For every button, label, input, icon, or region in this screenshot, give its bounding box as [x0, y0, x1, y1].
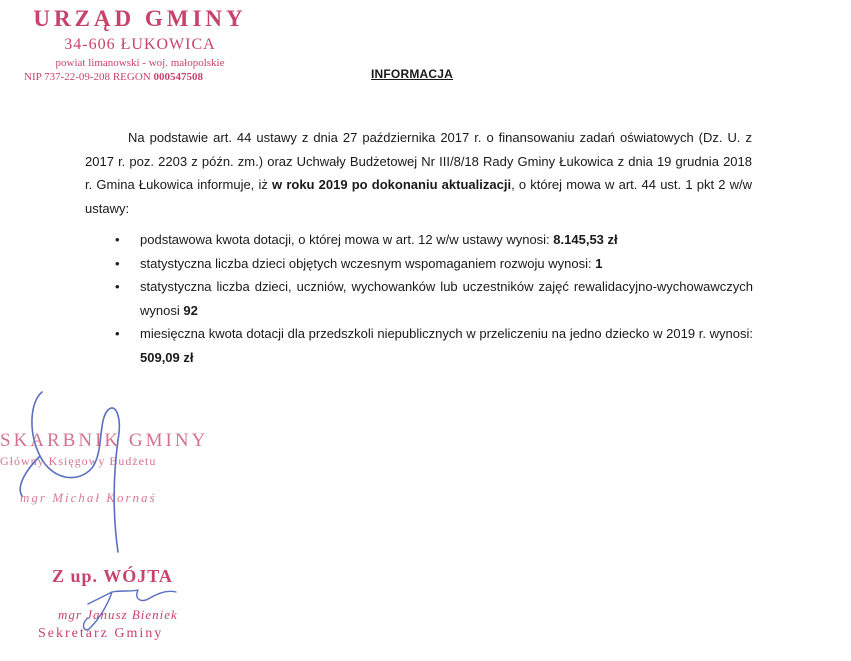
bullet-icon: •	[115, 279, 120, 294]
document-title: INFORMACJA	[371, 67, 453, 81]
district-line: powiat limanowski - woj. małopolskie	[55, 57, 225, 69]
list-item	[113, 228, 753, 252]
registry-numbers	[20, 70, 260, 84]
list-item	[113, 252, 753, 276]
bullet-icon: •	[115, 255, 120, 271]
intro-paragraph	[85, 126, 752, 220]
letterhead-stamp	[20, 6, 260, 84]
treasurer-signature	[20, 392, 119, 552]
list-item	[113, 275, 753, 322]
list-item-value: 1	[595, 255, 603, 271]
list-item-text: statystyczna liczba dzieci, uczniów, wychowanków lub uczestników zajęć rewalidacyjno-wychowawczych wynosi	[140, 279, 753, 318]
info-list	[113, 228, 753, 369]
office-name: URZĄD GMINY	[33, 6, 247, 31]
list-item-text: podstawowa kwota dotacji, o której mowa w art. 12 w/w ustawy wynosi:	[140, 232, 554, 247]
mayor-signatory-name: mgr Janusz Bieniek	[58, 607, 178, 622]
list-item-value: 8.145,53 zł	[553, 232, 618, 247]
list-item-value: 509,09 zł	[140, 349, 194, 365]
treasurer-subtitle: Główny Księgowy Budżetu	[0, 454, 157, 468]
list-item-value: 92	[183, 302, 198, 318]
intro-text-start: Na podstawie art. 44 ustawy z dnia 27 października 2017 r. o finansowaniu zadań oświatowych (Dz. U. z 2017 r. poz. 2203 z późn. zm.) oraz Uchwały Budżetowej Nr III/8/18 Rady Gminy Łukowica z dnia 19 grudnia 2018 r. Gmina Łukowica informuje, iż	[85, 130, 752, 192]
treasurer-name: mgr Michał Kornaś	[20, 490, 157, 505]
regon-number: 000547508	[153, 71, 203, 83]
treasurer-title: SKARBNIK GMINY	[0, 430, 209, 451]
list-item-text: miesięczna kwota dotacji dla przedszkoli niepublicznych w przeliczeniu na jedno dziecko w 2019 r. wynosi:	[140, 326, 753, 341]
intro-text-bold: w roku 2019 po dokonaniu aktualizacji	[272, 177, 512, 192]
mayor-title: Z up. WÓJTA	[52, 566, 173, 586]
treasurer-stamp	[0, 430, 208, 469]
list-item-text: statystyczna liczba dzieci objętych wczesnym wspomaganiem rozwoju wynosi:	[140, 255, 596, 271]
bullet-icon: •	[115, 326, 120, 341]
nip-number: NIP 737-22-09-208	[24, 71, 111, 83]
postal-town: 34-606 ŁUKOWICA	[64, 36, 216, 53]
regon-label: REGON	[112, 71, 151, 83]
bullet-icon: •	[115, 232, 120, 247]
mayor-signatory-role: Sekretarz Gminy	[38, 626, 164, 641]
intro-text-end: , o której mowa w art. 44 ust. 1 pkt 2 w/w ustawy:	[85, 177, 753, 216]
list-item	[113, 322, 753, 369]
